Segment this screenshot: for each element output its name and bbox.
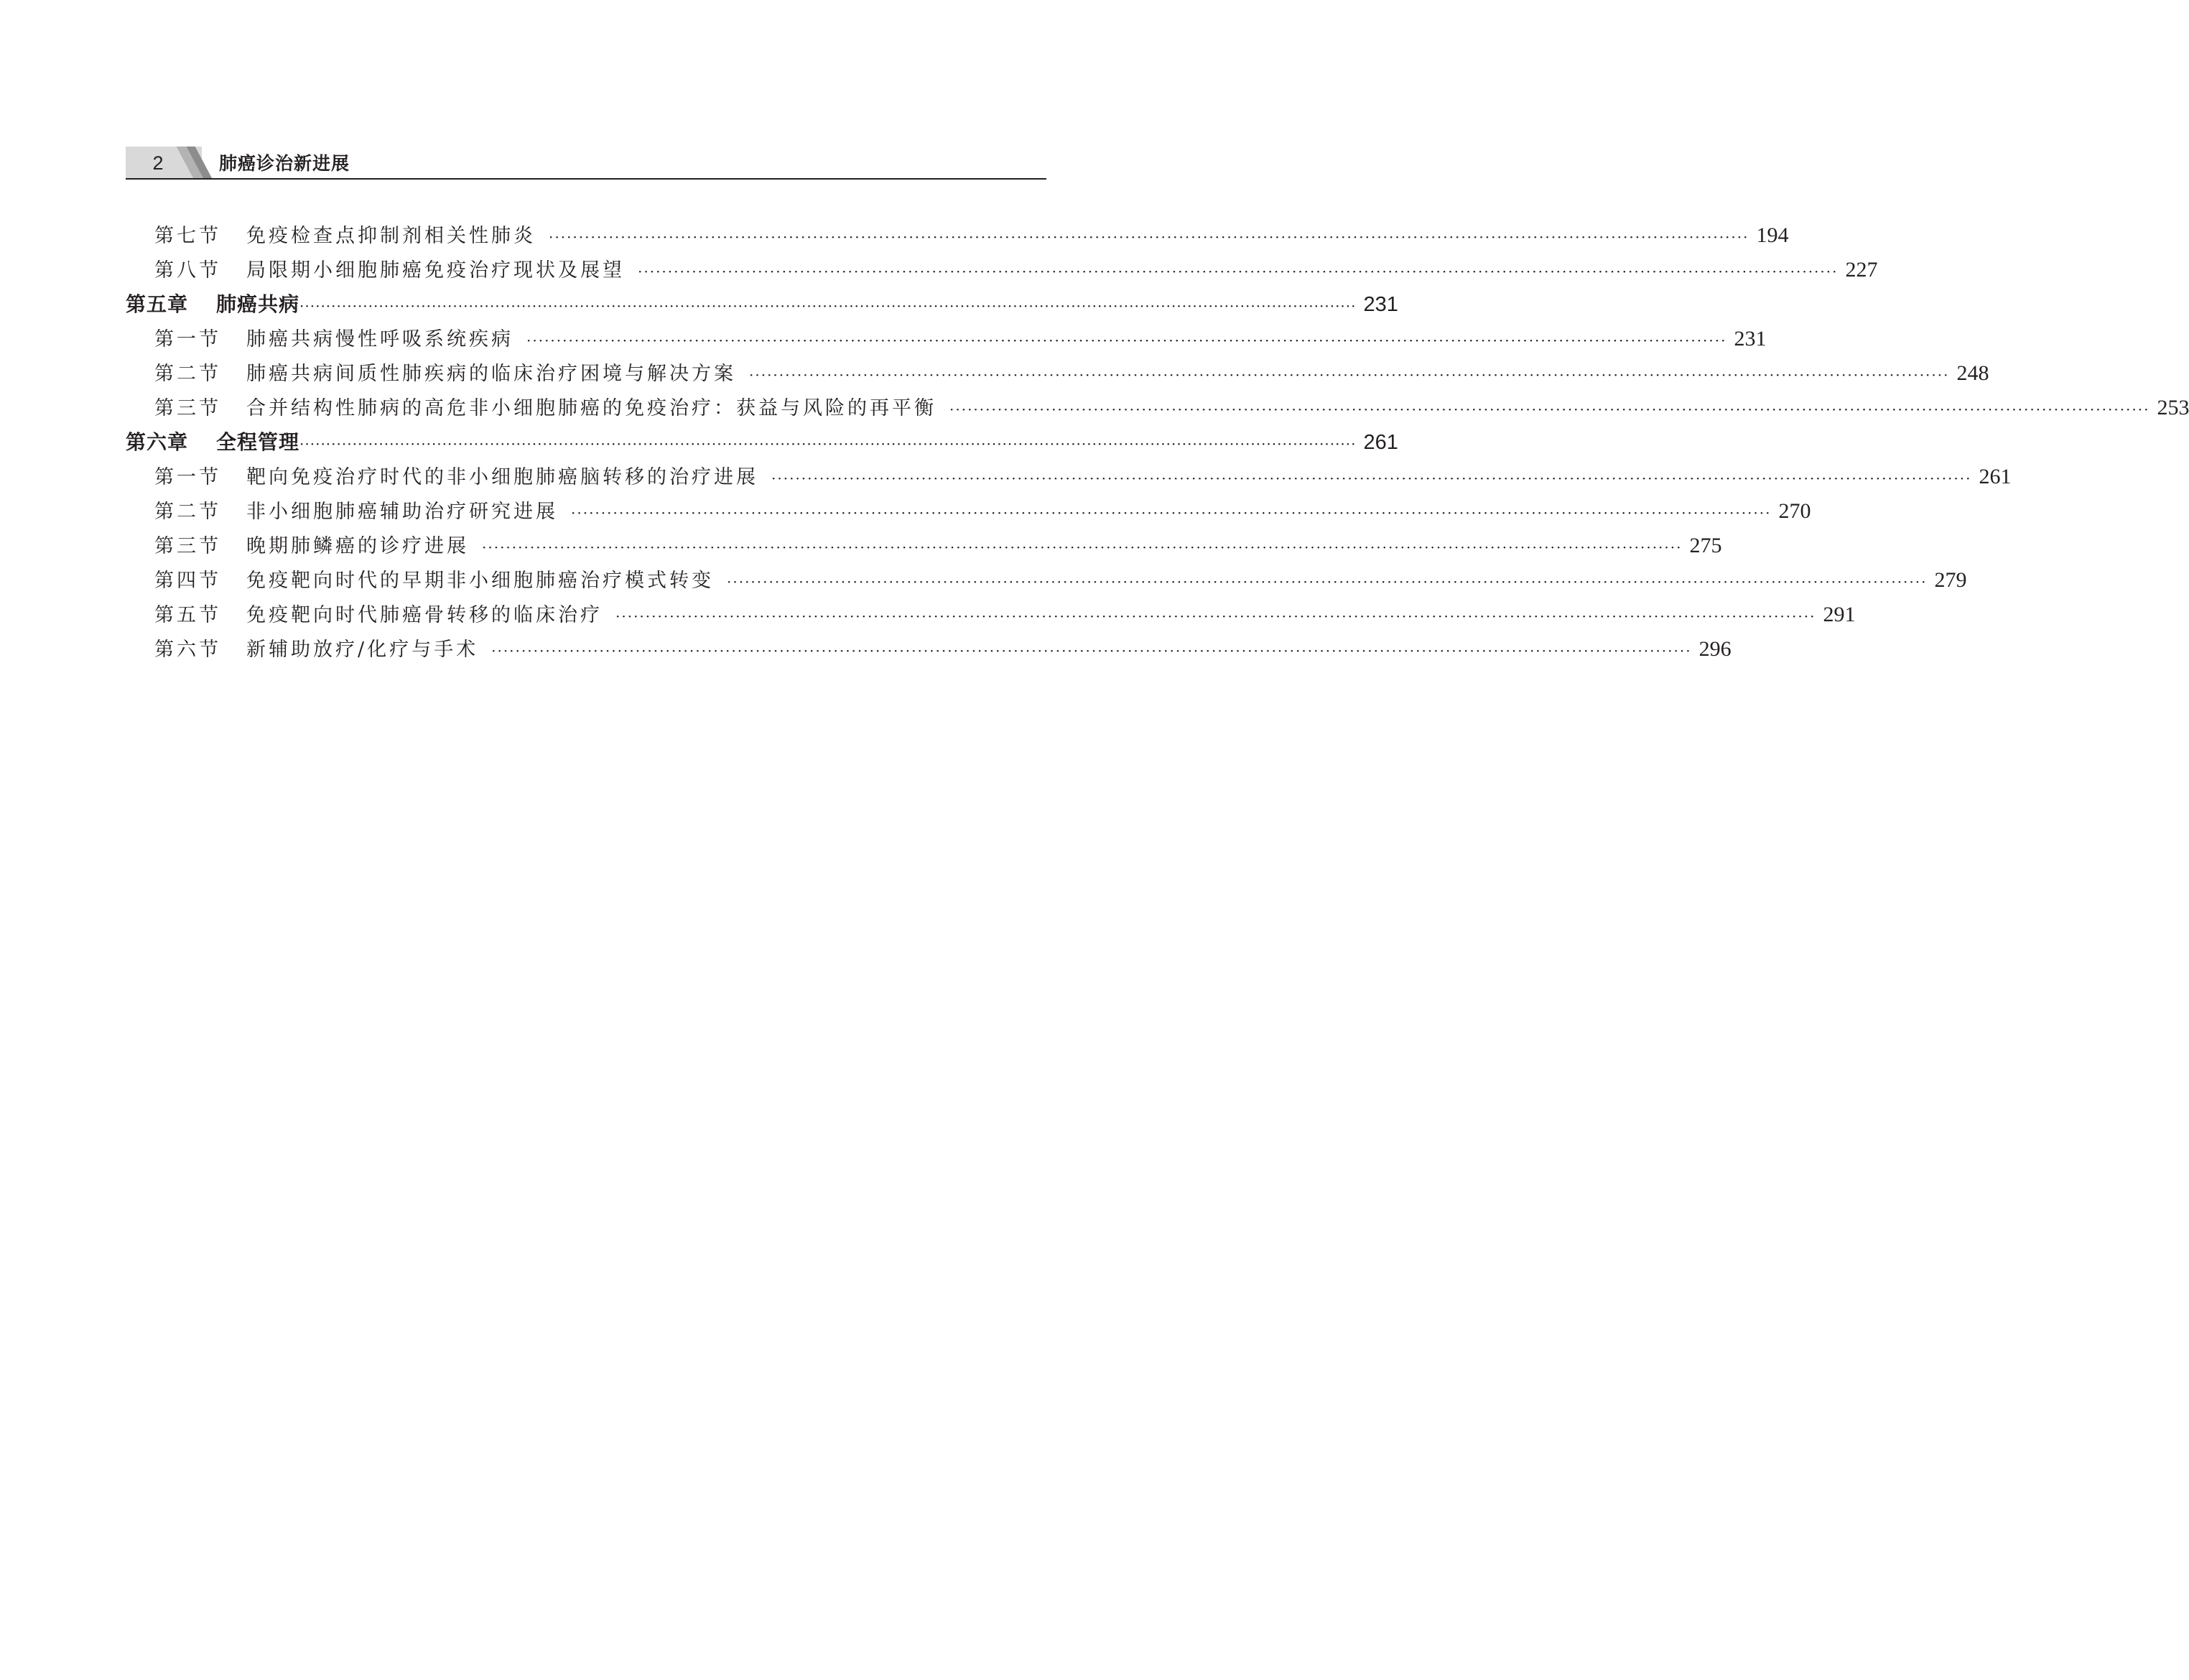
page-reference: 291 [1823, 603, 1856, 626]
section-number: 第三节 [154, 535, 221, 557]
dot-leader: ········································································································································································································ [549, 228, 1749, 246]
section-number: 第一节 [154, 328, 221, 351]
toc-section-entry[interactable] [126, 461, 2012, 496]
dot-leader: ········································································································································································································ [949, 401, 2150, 418]
toc-section-entry[interactable] [126, 392, 2189, 427]
page-reference: 296 [1698, 637, 1732, 661]
toc-section-entry[interactable] [126, 634, 1732, 668]
chapter-title: 全程管理 [216, 430, 300, 454]
section-number: 第一节 [154, 466, 221, 488]
page-reference: 279 [1934, 568, 1967, 592]
section-number: 第五节 [154, 604, 221, 626]
section-number: 第四节 [154, 570, 221, 592]
page-reference: 231 [1734, 327, 1767, 351]
header-rule [126, 178, 1046, 180]
dot-leader: ········································································································································································································ [571, 504, 1772, 521]
toc-section-entry[interactable] [126, 358, 1989, 392]
table-of-contents [126, 220, 2189, 668]
section-number: 第二节 [154, 363, 221, 385]
toc-section-entry[interactable] [126, 323, 1767, 358]
section-title: 免疫靶向时代肺癌骨转移的临床治疗 [246, 604, 603, 626]
toc-section-entry[interactable] [126, 530, 1722, 565]
dot-leader: ········································································································································································································ [491, 642, 1692, 659]
page-number: 2 [152, 152, 164, 174]
book-title: 肺癌诊治新进展 [219, 153, 350, 174]
dot-leader: ········································································································································································································ [526, 332, 1727, 349]
running-header [126, 147, 1046, 180]
dot-leader: ········································································································································································································ [638, 263, 1839, 280]
section-title: 靶向免疫治疗时代的非小细胞肺癌脑转移的治疗进展 [246, 466, 758, 488]
section-title: 免疫靶向时代的早期非小细胞肺癌治疗模式转变 [246, 570, 714, 592]
section-title: 肺癌共病间质性肺疾病的临床治疗困境与解决方案 [246, 363, 736, 385]
chapter-number: 第五章 [126, 292, 189, 316]
section-number: 第六节 [154, 639, 221, 661]
section-number: 第二节 [154, 501, 221, 523]
page-reference: 261 [1979, 465, 2012, 488]
section-title: 晚期肺鳞癌的诊疗进展 [246, 535, 469, 557]
dot-leader: ········································································································································································································ [749, 366, 1950, 384]
toc-section-entry[interactable] [126, 599, 1856, 634]
section-title: 肺癌共病慢性呼吸系统疾病 [246, 328, 513, 351]
dot-leader: ········································································································································································································ [771, 470, 1972, 487]
toc-chapter-entry[interactable] [126, 289, 1398, 323]
page-reference: 194 [1756, 223, 1789, 247]
section-title: 免疫检查点抑制剂相关性肺炎 [246, 225, 536, 247]
page-reference: 261 [1363, 431, 1398, 454]
dot-leader: ········································································································································································································ [482, 539, 1683, 556]
page-reference: 227 [1845, 258, 1878, 282]
dot-leader: ········································································································································································································ [727, 573, 1928, 590]
toc-section-entry[interactable] [126, 220, 1789, 254]
page-reference: 231 [1363, 293, 1398, 316]
section-title: 新辅助放疗/化疗与手术 [246, 639, 479, 661]
section-title: 局限期小细胞肺癌免疫治疗现状及展望 [246, 259, 625, 282]
page-reference: 253 [2157, 396, 2189, 419]
toc-section-entry[interactable] [126, 565, 1967, 599]
dot-leader: ········································································································································································································ [299, 435, 1357, 453]
page-reference: 275 [1689, 534, 1722, 557]
section-title: 非小细胞肺癌辅助治疗研究进展 [246, 501, 558, 523]
page-reference: 248 [1956, 361, 1989, 385]
section-title: 合并结构性肺病的高危非小细胞肺癌的免疫治疗：获益与风险的再平衡 [246, 397, 937, 419]
chapter-title: 肺癌共病 [216, 292, 300, 316]
section-number: 第八节 [154, 259, 221, 282]
dot-leader: ········································································································································································································ [299, 297, 1357, 315]
section-number: 第三节 [154, 397, 221, 419]
toc-section-entry[interactable] [126, 496, 1811, 530]
page-reference: 270 [1778, 499, 1811, 523]
toc-chapter-entry[interactable] [126, 427, 1398, 461]
section-number: 第七节 [154, 225, 221, 247]
toc-section-entry[interactable] [126, 254, 1878, 289]
dot-leader: ········································································································································································································ [615, 608, 1816, 625]
chapter-number: 第六章 [126, 430, 189, 454]
